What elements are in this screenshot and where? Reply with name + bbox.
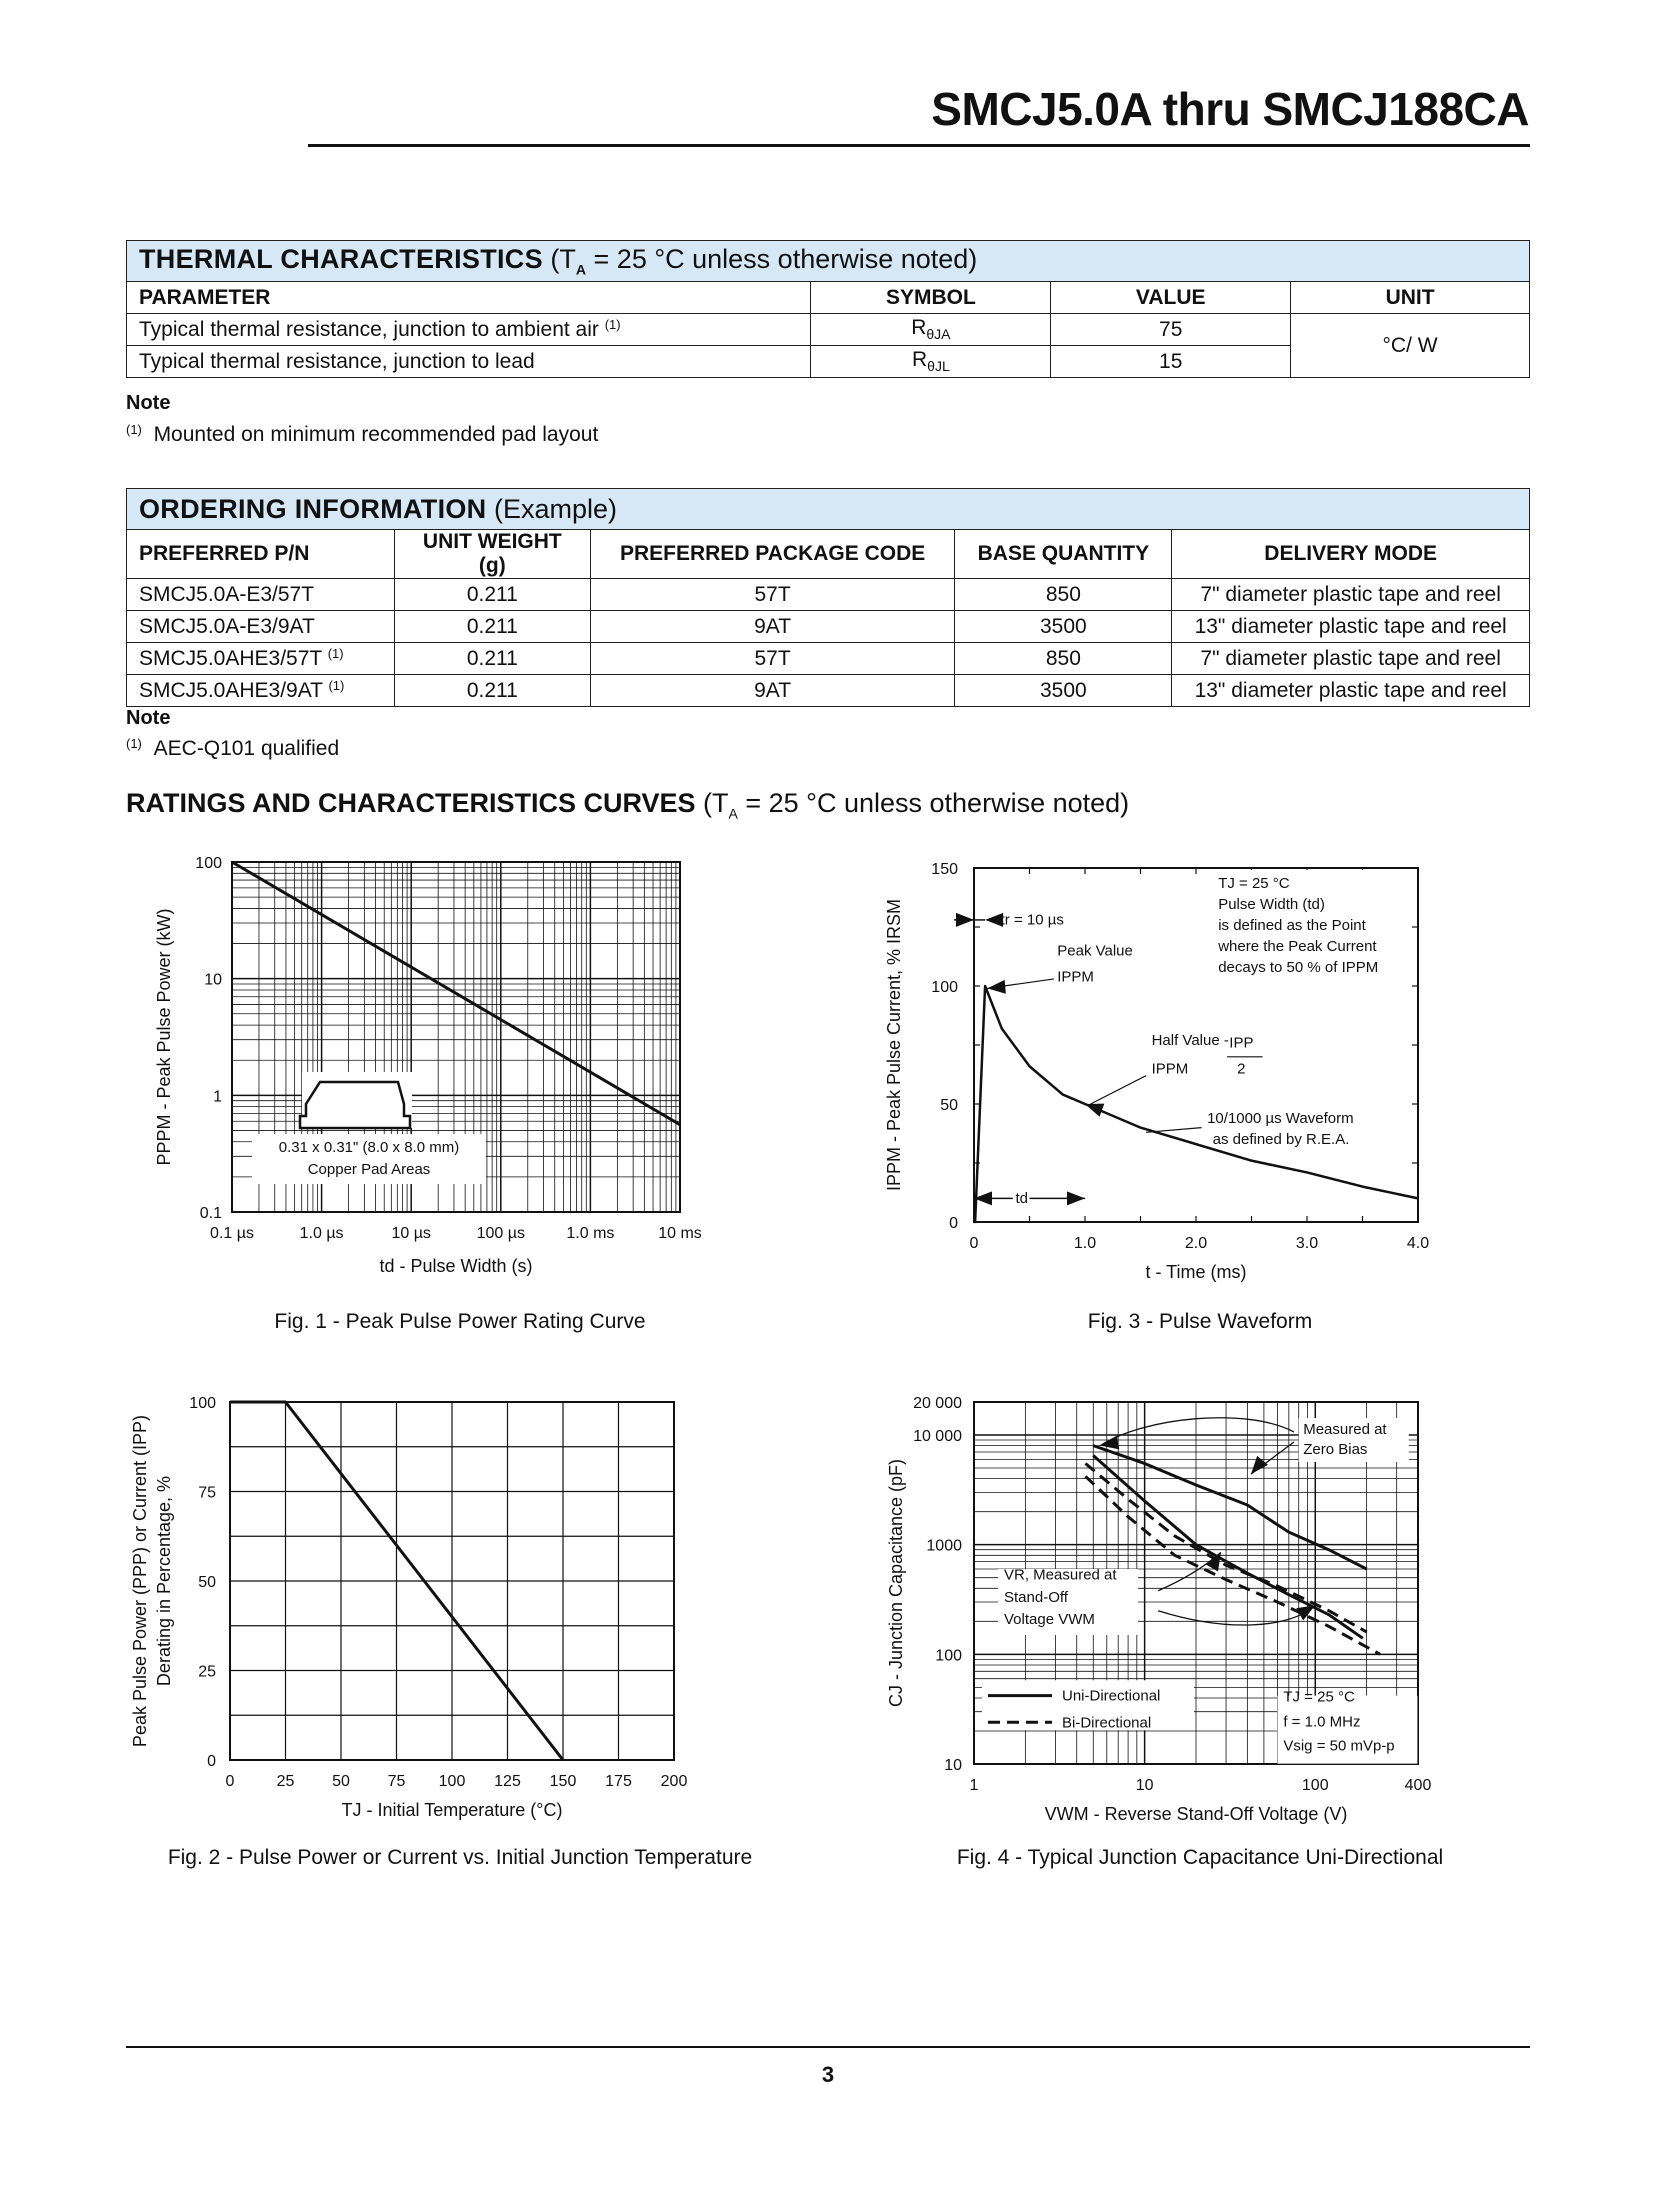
qty-cell: 850	[955, 579, 1172, 611]
table-row	[127, 675, 1530, 707]
y-tick-label: 0	[207, 1753, 216, 1770]
pn-footnote: (1)	[328, 678, 345, 693]
y-tick-label: 1	[213, 1088, 222, 1106]
x-tick-label: 100	[1301, 1777, 1329, 1794]
standoff-label: VR, Measured at	[1004, 1566, 1117, 1584]
half-value-ippm: IPPM	[1151, 1060, 1189, 1078]
thermal-title-bold: THERMAL CHARACTERISTICS	[139, 244, 543, 275]
fig1-caption: Fig. 1 - Peak Pulse Power Rating Curve	[274, 1310, 646, 1333]
ordering-header-row	[127, 530, 1530, 579]
td-arrow-icon	[1067, 1191, 1085, 1205]
standoff-label: Voltage VWM	[1004, 1610, 1095, 1628]
weight-cell: 0.211	[394, 579, 590, 611]
ordering-table-title	[127, 489, 1530, 530]
condition-text: is defined as the Point	[1218, 917, 1366, 934]
param-text: Typical thermal resistance, junction to ambient air	[139, 318, 605, 341]
waveform-arrow-line	[1146, 1128, 1202, 1133]
ordering-note-heading: Note	[126, 707, 171, 729]
y-tick-label: 100	[935, 1647, 962, 1665]
y-axis-label: CJ - Junction Capacitance (pF)	[886, 1458, 906, 1708]
thermal-condition-post: = 25 °C unless otherwise noted)	[586, 244, 978, 275]
x-axis-label: t - Time (ms)	[1145, 1262, 1247, 1282]
footer-rule	[126, 2046, 1530, 2048]
x-tick-label: 2.0	[1184, 1235, 1208, 1252]
value-cell: 75	[1051, 314, 1291, 346]
x-tick-label: 50	[332, 1773, 350, 1790]
thermal-note-heading: Note	[126, 392, 171, 414]
mode-cell: 7" diameter plastic tape and reel	[1172, 643, 1530, 675]
y-tick-label: 10 000	[913, 1428, 962, 1446]
half-value-ipp: IPP	[1229, 1034, 1254, 1052]
col-parameter: PARAMETER	[127, 282, 811, 314]
symbol-cell	[811, 346, 1051, 378]
half-value-two: 2	[1237, 1060, 1246, 1078]
x-tick-label: 1.0 µs	[299, 1225, 344, 1242]
y-tick-label: 20 000	[913, 1395, 962, 1412]
x-tick-label: 100	[438, 1773, 466, 1790]
table-row	[127, 643, 1530, 675]
col-base-quantity: BASE QUANTITY	[955, 530, 1172, 579]
param-footnote: (1)	[604, 317, 621, 332]
tr-arrow-icon	[956, 913, 974, 927]
half-value-label: Half Value -	[1151, 1032, 1229, 1049]
code-cell: 57T	[590, 579, 955, 611]
x-tick-label: 3.0	[1295, 1235, 1319, 1252]
ordering-title-bold: ORDERING INFORMATION	[139, 493, 487, 524]
x-tick-label: 10 ms	[658, 1225, 702, 1242]
condition-text: Pulse Width (td)	[1218, 896, 1325, 913]
ordering-note-text: AEC-Q101 qualified	[153, 737, 340, 760]
header-rule	[308, 144, 1530, 147]
thermal-header-row	[127, 282, 1530, 314]
col-weight: UNIT WEIGHT (g)	[394, 530, 590, 579]
ordering-note	[126, 736, 339, 761]
table-row	[127, 314, 1530, 346]
y-tick-label: 150	[931, 861, 958, 878]
y-axis-label: Peak Pulse Power (PPP) or Current (IPP)	[130, 1414, 150, 1748]
condition-text: TJ = 25 °C	[1283, 1688, 1355, 1706]
x-tick-label: 1.0	[1073, 1235, 1097, 1252]
qty-cell: 3500	[955, 611, 1172, 643]
param-text: Typical thermal resistance, junction to lead	[139, 350, 535, 373]
col-value: VALUE	[1051, 282, 1291, 314]
zero-bias-label: Zero Bias	[1303, 1441, 1368, 1458]
half-arrow-line	[1091, 1076, 1147, 1104]
legend-uni-label: Uni-Directional	[1062, 1687, 1161, 1705]
pn-cell	[127, 643, 395, 675]
fig3-pulse-waveform-chart	[880, 840, 1440, 1300]
thermal-note-mark: (1)	[126, 422, 142, 437]
mode-cell: 7" diameter plastic tape and reel	[1172, 579, 1530, 611]
y-tick-label: 25	[198, 1663, 216, 1681]
thermal-condition-pre: (T	[542, 244, 576, 275]
ordering-note-mark: (1)	[126, 736, 142, 751]
col-symbol: SYMBOL	[811, 282, 1051, 314]
fig4-caption: Fig. 4 - Typical Junction Capacitance Uni-Directional	[956, 1846, 1444, 1869]
pn-cell	[127, 611, 395, 643]
curves-condition-pre: (T	[695, 788, 729, 818]
fig2-derating-chart	[120, 1380, 740, 1840]
symbol-sub: θJL	[927, 358, 950, 375]
data-line-power	[232, 862, 680, 1125]
x-tick-label: 200	[660, 1773, 688, 1790]
x-tick-label: 0	[225, 1773, 235, 1790]
ordering-subtitle: (Example)	[486, 493, 618, 524]
y-tick-label: 1000	[926, 1537, 962, 1555]
col-delivery-mode: DELIVERY MODE	[1172, 530, 1530, 579]
y-tick-label: 50	[940, 1097, 958, 1114]
zero-bias-arrow-icon	[1100, 1436, 1119, 1450]
code-cell: 9AT	[590, 675, 955, 707]
pn-text: SMCJ5.0AHE3/57T	[139, 647, 328, 670]
waveform-label: 10/1000 µs Waveform	[1207, 1109, 1354, 1127]
td-label: td	[1015, 1190, 1028, 1208]
fig1-peak-pulse-power-chart	[140, 840, 740, 1300]
y-tick-label: 100	[931, 979, 958, 996]
waveform-label: as defined by R.E.A.	[1212, 1131, 1350, 1149]
y-tick-label: 0	[949, 1215, 958, 1232]
symbol-base: R	[911, 348, 928, 372]
param-cell	[127, 314, 811, 346]
y-tick-label: 10	[204, 971, 222, 989]
condition-text: decays to 50 % of IPPM	[1218, 959, 1379, 976]
x-tick-label: 150	[549, 1773, 577, 1790]
x-axis-label: TJ - Initial Temperature (°C)	[341, 1800, 563, 1820]
x-tick-label: 0	[969, 1235, 979, 1252]
page-number: 3	[821, 2062, 835, 2087]
curves-heading	[126, 788, 1129, 821]
pad-area-label: Copper Pad Areas	[307, 1161, 431, 1178]
weight-cell: 0.211	[394, 675, 590, 707]
data-line-waveform	[974, 986, 1418, 1222]
y-tick-label: 10	[944, 1757, 962, 1774]
zero-bias-arrow-icon	[1251, 1456, 1268, 1474]
table-row	[127, 579, 1530, 611]
x-axis-label: td - Pulse Width (s)	[379, 1256, 533, 1276]
pn-cell	[127, 675, 395, 707]
table-row	[127, 611, 1530, 643]
condition-text: Vsig = 50 mVp-p	[1283, 1737, 1395, 1755]
col-pn: PREFERRED P/N	[127, 530, 395, 579]
x-tick-label: 125	[494, 1773, 521, 1790]
peak-value-symbol: IPPM	[1057, 968, 1094, 986]
y-tick-label: 50	[198, 1574, 216, 1591]
thermal-condition-sub: A	[575, 261, 587, 278]
code-cell: 9AT	[590, 611, 955, 643]
pn-text: SMCJ5.0A-E3/9AT	[139, 615, 315, 638]
legend-bi-label: Bi-Directional	[1062, 1714, 1152, 1732]
symbol-sub: θJA	[926, 326, 951, 343]
x-tick-label: 10	[1135, 1777, 1154, 1794]
x-tick-label: 25	[276, 1773, 295, 1790]
y-tick-label: 100	[195, 855, 222, 872]
thermal-note	[126, 422, 598, 447]
pn-cell	[127, 579, 395, 611]
x-axis-label: VWM - Reverse Stand-Off Voltage (V)	[1044, 1804, 1348, 1824]
unit-cell: °C/ W	[1291, 314, 1530, 378]
qty-cell: 850	[955, 643, 1172, 675]
x-tick-label: 400	[1404, 1777, 1432, 1794]
y-axis-label: PPPM - Peak Pulse Power (kW)	[154, 908, 174, 1166]
x-tick-label: 4.0	[1406, 1235, 1430, 1252]
x-tick-label: 75	[387, 1773, 406, 1790]
x-tick-label: 100 µs	[476, 1225, 525, 1242]
col-package-code: PREFERRED PACKAGE CODE	[590, 530, 955, 579]
condition-text: where the Peak Current	[1218, 938, 1377, 955]
symbol-base: R	[911, 316, 927, 340]
y-tick-label: 100	[189, 1395, 216, 1412]
value-cell: 15	[1051, 346, 1291, 378]
y-tick-label: 0.1	[199, 1205, 222, 1222]
symbol-cell	[811, 314, 1051, 346]
zero-bias-label: Measured at	[1303, 1421, 1387, 1438]
curves-condition-sub: A	[728, 805, 738, 822]
peak-arrow-icon	[987, 980, 1006, 994]
y-tick-label: 75	[198, 1484, 216, 1502]
qty-cell: 3500	[955, 675, 1172, 707]
thermal-table-title	[127, 241, 1530, 282]
curves-condition-post: = 25 °C unless otherwise noted)	[737, 788, 1130, 818]
code-cell: 57T	[590, 643, 955, 675]
fig3-caption: Fig. 3 - Pulse Waveform	[1087, 1310, 1313, 1333]
peak-value-label: Peak Value	[1057, 942, 1133, 960]
col-unit: UNIT	[1291, 282, 1530, 314]
fig2-caption: Fig. 2 - Pulse Power or Current vs. Initial Junction Temperature	[167, 1846, 753, 1869]
pn-footnote: (1)	[327, 646, 344, 661]
thermal-table	[126, 240, 1530, 378]
thermal-note-text: Mounted on minimum recommended pad layout	[153, 423, 599, 446]
weight-cell: 0.211	[394, 611, 590, 643]
data-line-uni-0	[1093, 1446, 1366, 1569]
x-tick-label: 1.0 ms	[566, 1225, 615, 1242]
pn-text: SMCJ5.0A-E3/57T	[139, 583, 315, 606]
package-icon	[300, 1082, 410, 1128]
tr-label: tr = 10 µs	[1000, 911, 1064, 929]
mode-cell: 13" diameter plastic tape and reel	[1172, 675, 1530, 707]
weight-cell: 0.211	[394, 643, 590, 675]
fig4-junction-capacitance-chart	[880, 1380, 1440, 1840]
x-tick-label: 175	[605, 1773, 632, 1790]
condition-text: TJ = 25 °C	[1218, 875, 1290, 892]
zero-bias-arrow-line	[1100, 1418, 1294, 1446]
condition-text: f = 1.0 MHz	[1283, 1713, 1361, 1731]
x-tick-label: 0.1 µs	[210, 1225, 254, 1242]
standoff-label: Stand-Off	[1004, 1589, 1068, 1607]
pn-text: SMCJ5.0AHE3/9AT	[139, 679, 329, 702]
pad-area-label: 0.31 x 0.31" (8.0 x 8.0 mm)	[278, 1139, 460, 1156]
param-cell	[127, 346, 811, 378]
x-tick-label: 1	[969, 1777, 979, 1794]
curves-title-bold: RATINGS AND CHARACTERISTICS CURVES	[126, 788, 696, 818]
y-axis-label: IPPM - Peak Pulse Current, % IRSM	[884, 898, 904, 1192]
document-title: SMCJ5.0A thru SMCJ188CA	[931, 83, 1529, 135]
mode-cell: 13" diameter plastic tape and reel	[1172, 611, 1530, 643]
half-arrow-icon	[1085, 1104, 1104, 1117]
y-axis-label: Derating in Percentage, %	[154, 1475, 174, 1687]
ordering-table	[126, 488, 1530, 707]
x-tick-label: 10 µs	[391, 1225, 431, 1242]
